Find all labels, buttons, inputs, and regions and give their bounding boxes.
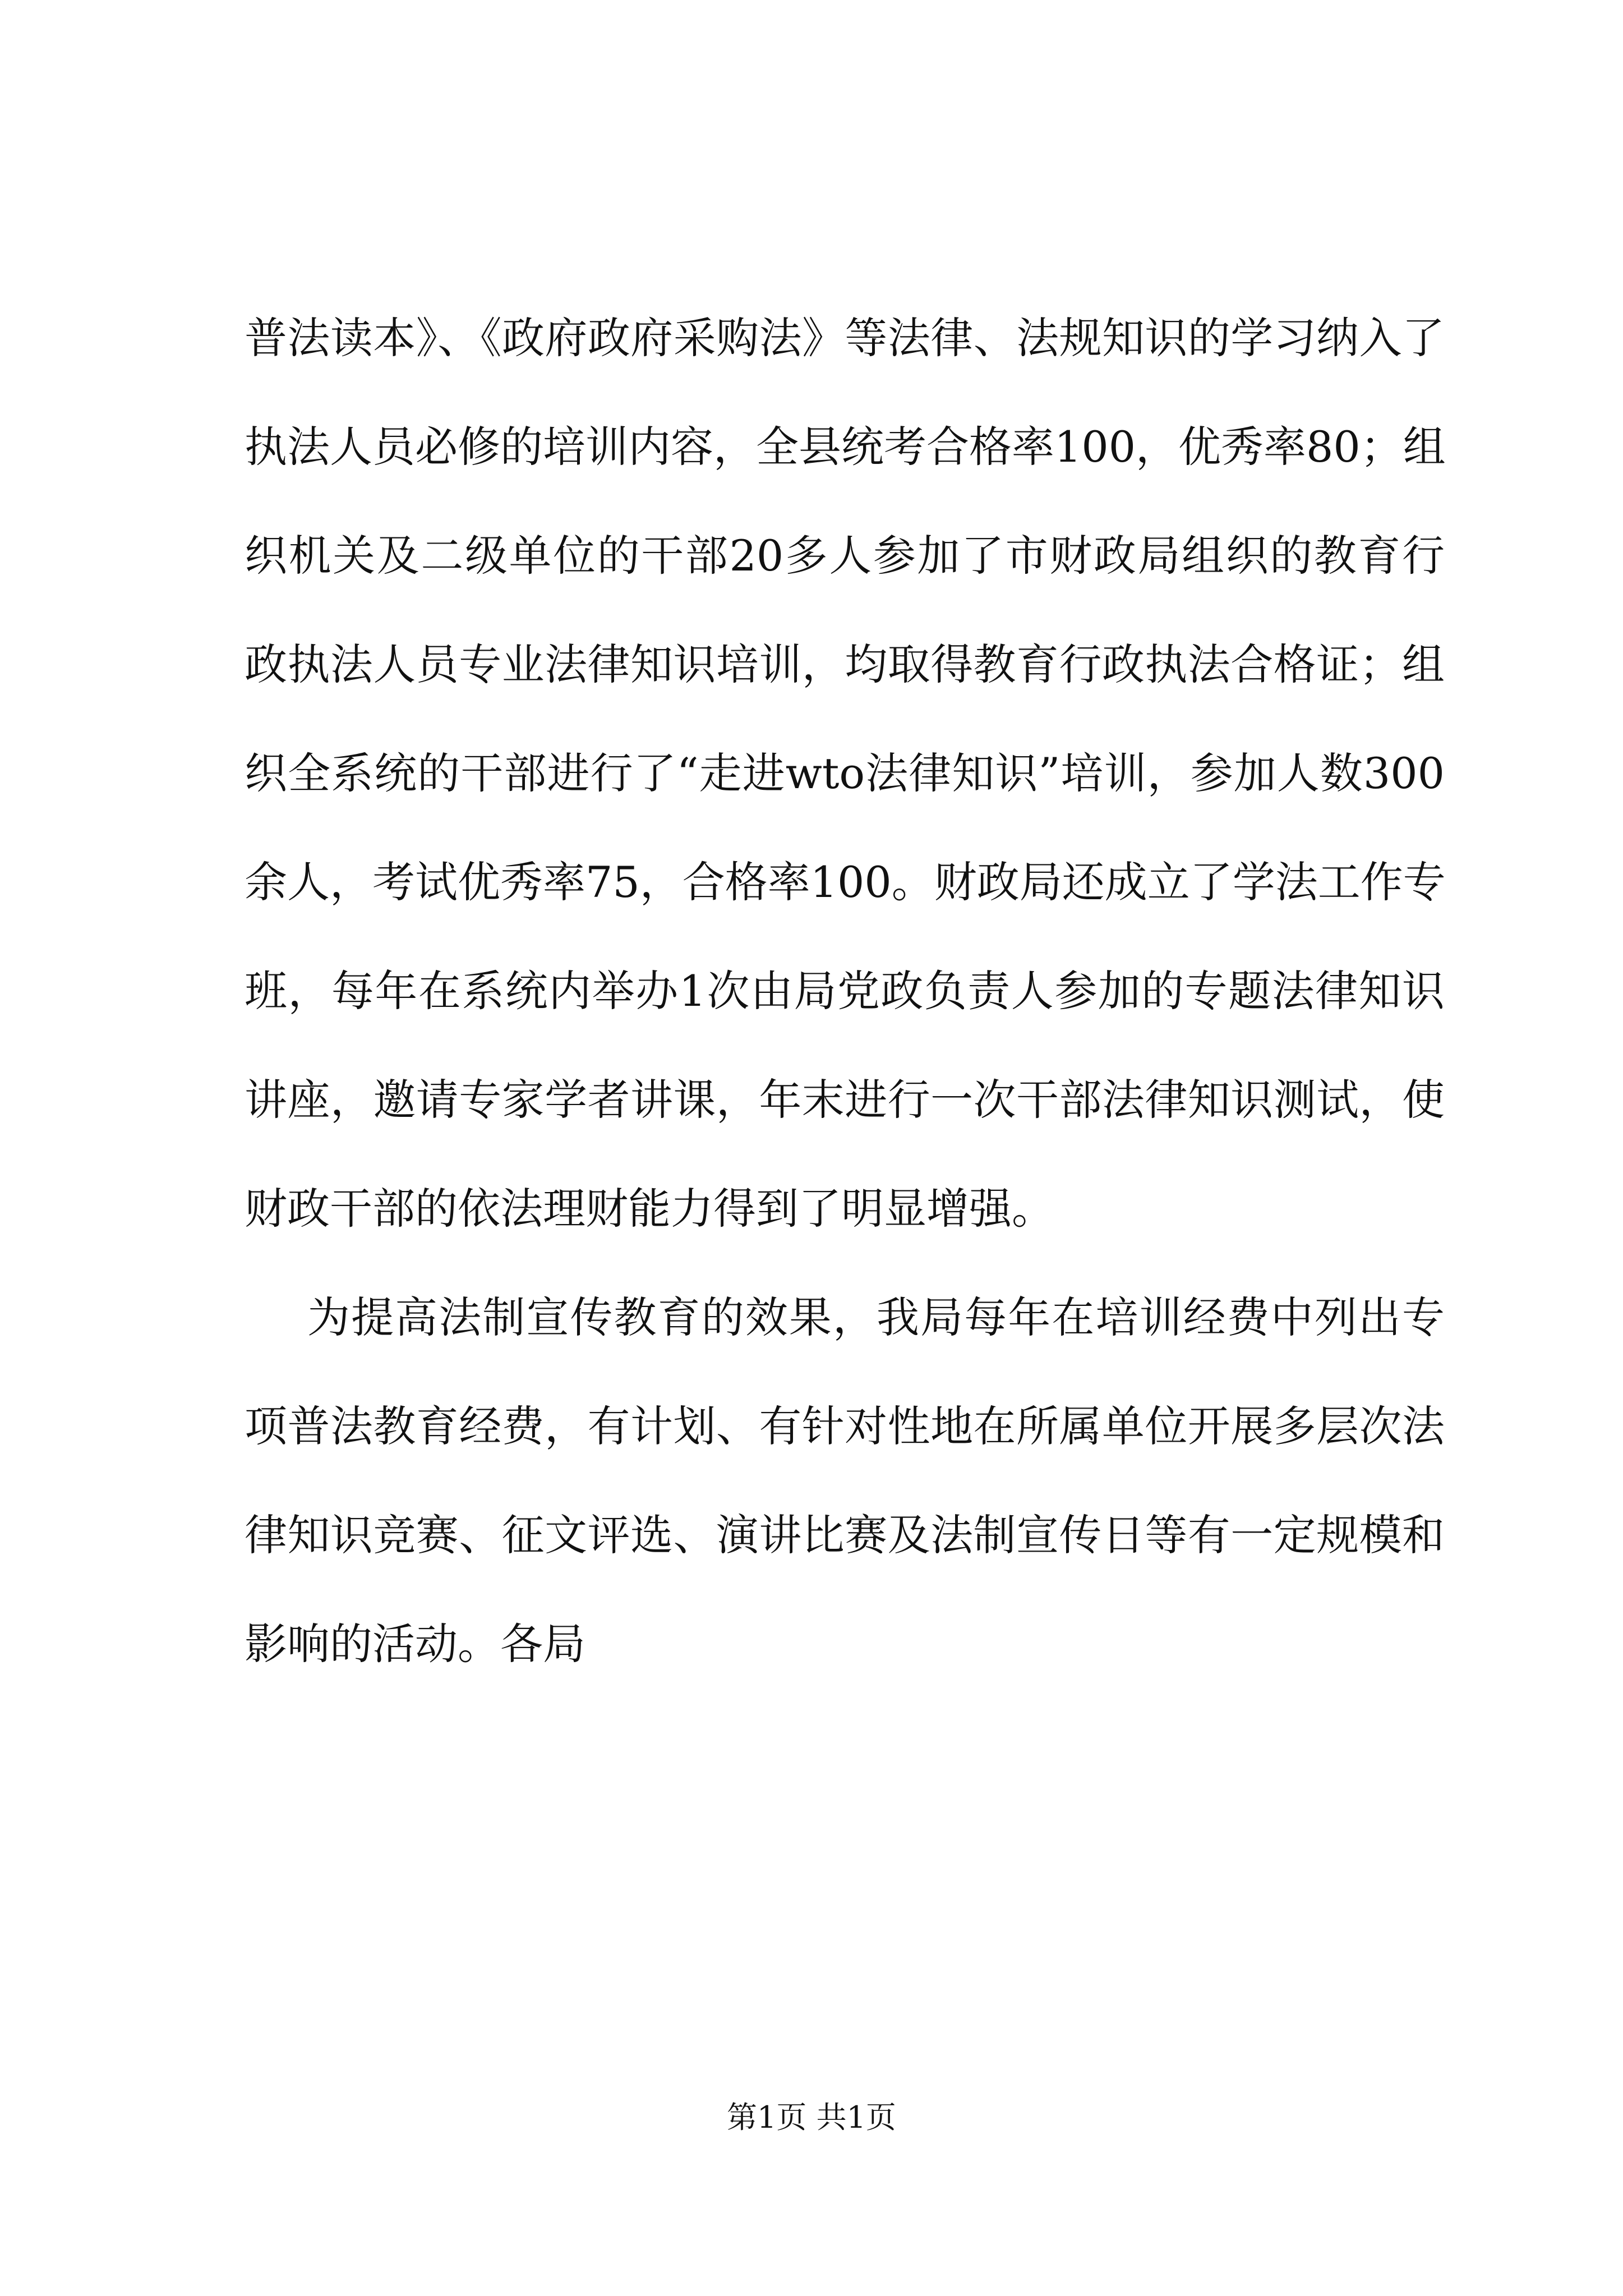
paragraph-1-line-2: 执法人员必修的培训内容，全县统考合格率100，优秀率80；组 [245, 422, 1446, 472]
paragraph-1-line-5: 织全系统的干部进行了“走进wto法律知识”培训，参加人数300 [245, 748, 1445, 798]
paragraph-1-line-9: 财政干部的依法理财能力得到了明显增强。 [245, 1184, 1054, 1234]
paragraph-2-line-2: 项普法教育经费，有计划、有针对性地在所属单位开展多层次法 [245, 1401, 1445, 1451]
paragraph-2-line-4: 影响的活动。各局 [245, 1619, 585, 1669]
paragraph-1-line-7: 班，每年在系统内举办1次由局党政负责人参加的专题法律知识 [245, 966, 1445, 1016]
paragraph-2-line-3: 律知识竞赛、征文评选、演讲比赛及法制宣传日等有一定规模和 [245, 1510, 1445, 1560]
paragraph-1-line-8: 讲座，邀请专家学者讲课，年末进行一次干部法律知识测试，使 [245, 1075, 1445, 1125]
paragraph-1-line-1: 普法读本》、《政府政府采购法》等法律、法规知识的学习纳入了 [245, 313, 1445, 363]
paragraph-1-line-4: 政执法人员专业法律知识培训，均取得教育行政执法合格证；组 [245, 639, 1445, 689]
paragraph-2-line-1: 为提高法制宣传教育的效果，我局每年在培训经费中列出专 [307, 1292, 1445, 1342]
paragraph-1-line-6: 余人，考试优秀率75，合格率100。财政局还成立了学法工作专 [245, 857, 1446, 907]
page-number-footer: 第1页 共1页 [727, 2100, 896, 2135]
paragraph-1-line-3: 织机关及二级单位的干部20多人参加了市财政局组织的教育行 [245, 531, 1445, 581]
